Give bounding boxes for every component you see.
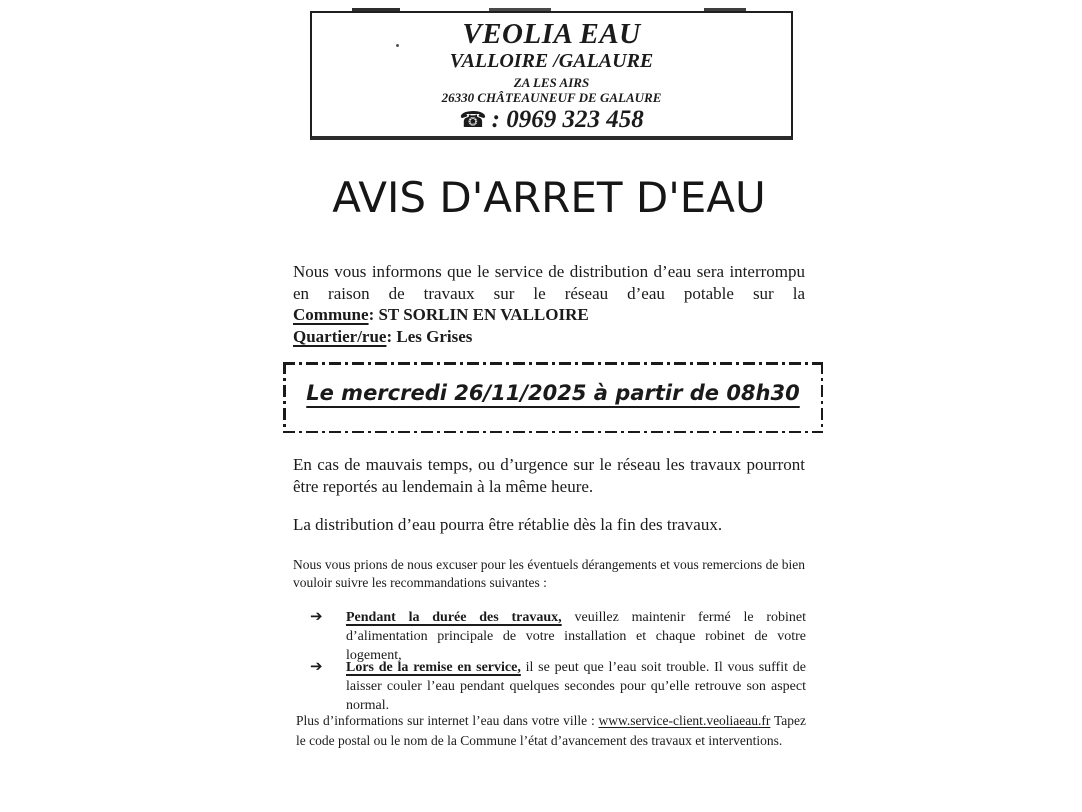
recommendation-lead: Pendant la durée des travaux, — [346, 610, 562, 625]
recommendation-item — [310, 608, 806, 665]
intro-section — [293, 261, 805, 347]
telephone-icon: ☎ — [459, 108, 487, 133]
quartier-value: : Les Grises — [386, 326, 473, 346]
commune-line — [293, 304, 805, 326]
notice-title: AVIS D'ARRET D'EAU — [332, 173, 766, 222]
arrow-bullet-icon: ➔ — [310, 657, 323, 675]
company-address-line2: 26330 CHÂTEAUNEUF DE GALAURE — [441, 90, 662, 105]
company-name: VEOLIA EAU — [462, 18, 641, 50]
dashed-border-bottom — [283, 431, 823, 434]
company-address-line1: ZA LES AIRS — [513, 75, 590, 90]
company-header-box — [310, 11, 793, 140]
quartier-line — [293, 326, 805, 348]
footer-text-after-link: Tapez le code postal ou le nom de la Commune l’état d’avancement des travaux et interventions. — [296, 713, 806, 748]
bad-weather-paragraph: En cas de mauvais temps, ou d’urgence sur le réseau les travaux pourront être reportés au lendemain à la même heure. — [293, 455, 805, 496]
company-region: VALLOIRE /GALAURE — [449, 50, 654, 72]
company-phone-line — [312, 106, 791, 135]
outage-datetime: Le mercredi 26/11/2025 à partir de 08h30 — [306, 381, 800, 405]
recommendation-text: il se peut que l’eau soit trouble. Il vous suffit de laisser couler l’eau pendant quelques secondes pour qu’elle retrouve son aspect normal. — [346, 660, 806, 713]
quartier-label: Quartier/rue — [293, 326, 387, 346]
recommendation-item — [310, 658, 806, 715]
footer-info — [296, 711, 806, 750]
info-url[interactable]: www.service-client.veoliaeau.fr — [598, 713, 771, 728]
restore-paragraph: La distribution d’eau pourra être rétablie dès la fin des travaux. — [293, 515, 723, 534]
arrow-bullet-icon: ➔ — [310, 607, 323, 625]
recommendation-text: veuillez maintenir fermé le robinet d’alimentation principale de votre installation et chaque robinet de votre logement, — [346, 610, 807, 663]
dashed-border-top — [283, 362, 823, 365]
commune-label: Commune — [293, 305, 369, 324]
footer-text-before-link: Plus d’informations sur internet l’eau dans votre ville : — [296, 713, 599, 728]
recommendation-lead: Lors de la remise en service, — [346, 660, 521, 675]
intro-text: Nous vous informons que le service de distribution d’eau sera interrompu en raison de travaux sur le réseau d’eau potable sur la — [293, 262, 805, 303]
commune-value: : ST SORLIN EN VALLOIRE — [368, 305, 589, 324]
phone-number: : 0969 323 458 — [491, 106, 644, 133]
apology-paragraph: Nous vous prions de nous excuser pour les éventuels dérangements et vous remercions de bien vouloir suivre les recommandations suivantes : — [293, 557, 805, 590]
date-banner-box — [283, 362, 823, 433]
